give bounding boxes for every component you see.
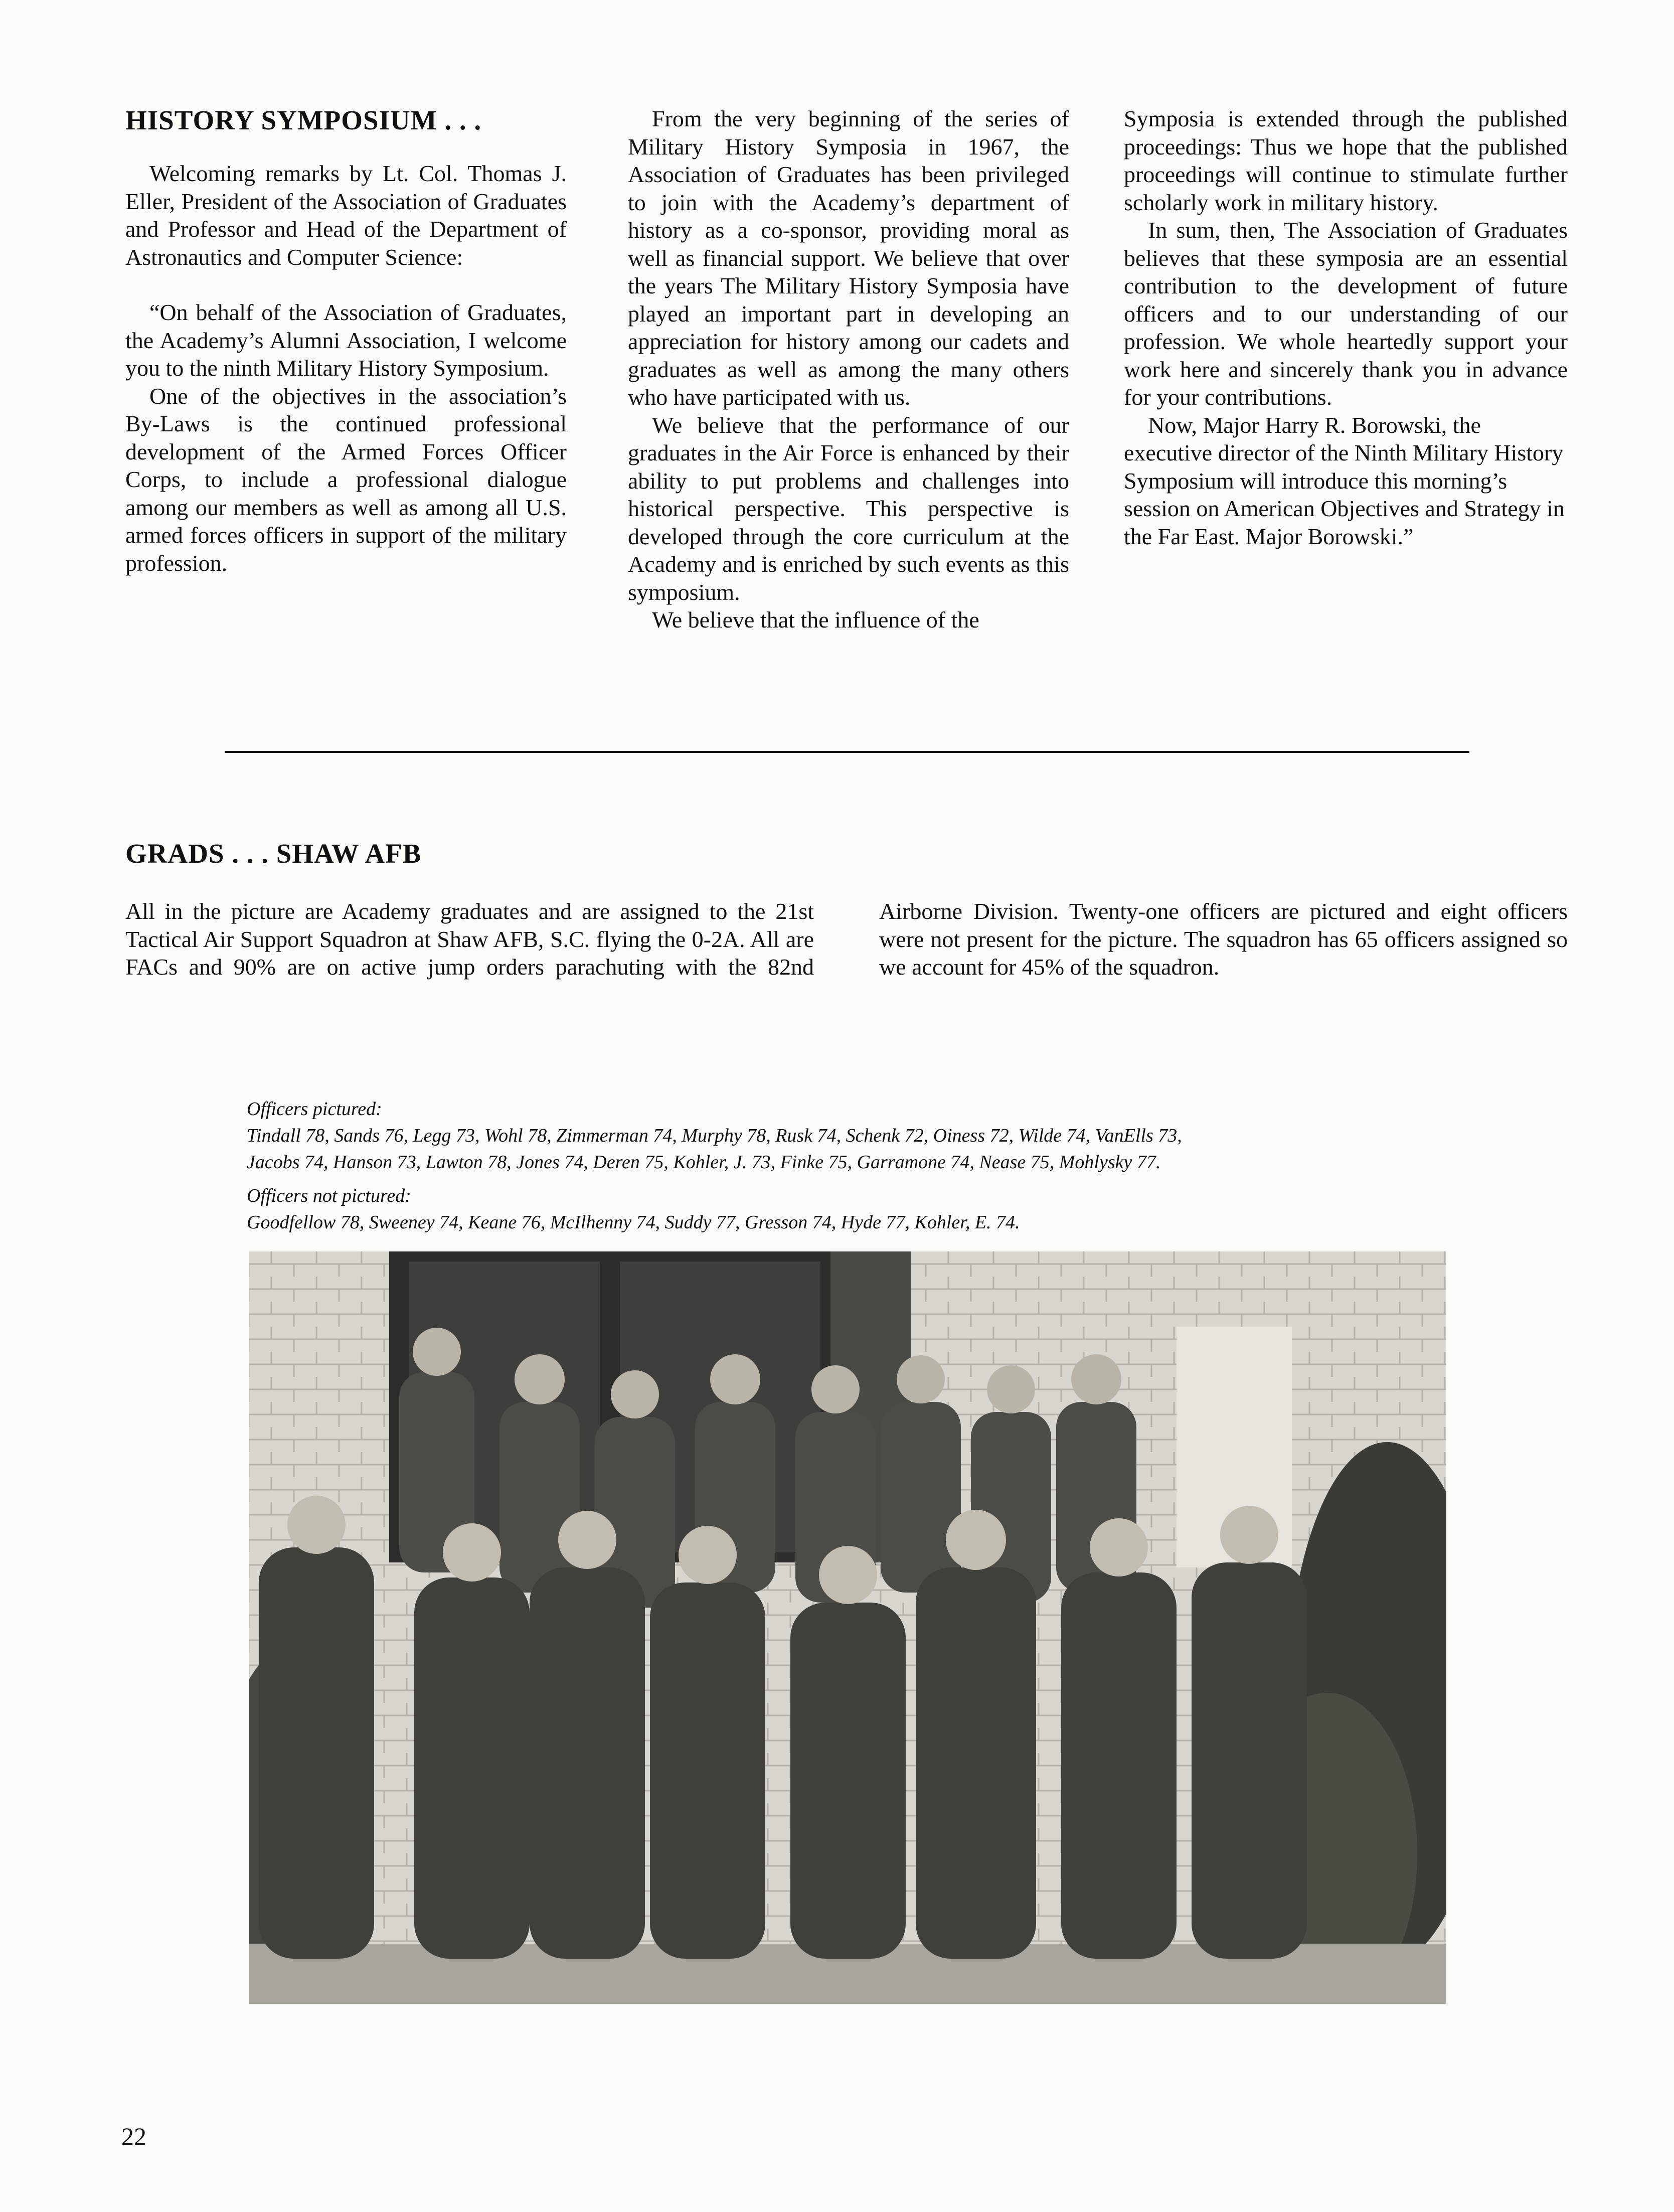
history-heading: HISTORY SYMPOSIUM . . . [125, 105, 482, 135]
history-paragraph: One of the objectives in the association’s By-Laws is the continued professional development of the Armed Forces Officer Corps, to include a professional dialogue among our members as well as among all U.S. armed forces officers in support of the military profession. [125, 383, 567, 576]
page-number: 22 [121, 2122, 146, 2150]
officers-pictured-names: Jacobs 74, Hanson 73, Lawton 78, Jones 74, Deren 75, Kohler, J. 73, Finke 75, Garramone 74, Nease 75, Mohlysky 77. [247, 1152, 1161, 1173]
history-column-3 [1124, 105, 1568, 550]
group-photo-illustration [249, 1251, 1446, 2004]
history-paragraph: We believe that the performance of our graduates in the Air Force is enhanced by their ability to put problems and challenges into historical perspective. This perspective is developed through the core curriculum at the Academy and is enriched by such events as this symposium. [628, 412, 1069, 605]
history-paragraph: “On behalf of the Association of Graduates, the Academy’s Alumni Association, I welcome you to the ninth Military History Symposium. [125, 299, 567, 381]
grads-heading: GRADS . . . SHAW AFB [125, 838, 422, 869]
photo-caption [247, 1096, 1460, 1236]
grads-body [125, 897, 1568, 981]
grads-paragraph: All in the picture are Academy graduates and are assigned to the 21st Tactical Air Support Squadron at Shaw AFB, S.C. flying the 0-2A. All are FACs and 90% are on active jump orders parachuting with the 82nd Airborne Division. Twenty-one officers are pictured and eight officers were not present for the picture. The squadron has 65 officers assigned so we account for 45% of the squadron. [125, 898, 1568, 980]
history-paragraph: Welcoming remarks by Lt. Col. Thomas J. Eller, President of the Association of Graduates and Professor and Head of the Department of Astronautics and Computer Science: [125, 161, 567, 270]
history-paragraph: Now, Major Harry R. Borowski, the executive director of the Ninth Military History Symposium will introduce this morning’s session on American Objectives and Strategy in the Far East. Major Borowski.” [1124, 412, 1565, 549]
history-paragraph: From the very beginning of the series of Military History Symposia in 1967, the Association of Graduates has been privileged to join with the Academy’s department of history as a co-sponsor, providing moral as well as financial support. We believe that over the years The Military History Symposia have played an important part in developing an appreciation for history among our cadets and graduates as well as among the many others who have participated with us. [628, 106, 1069, 410]
squadron-group-photo [249, 1251, 1446, 2004]
history-paragraph: In sum, then, The Association of Graduates believes that these symposia are an essential contribution to the development of future officers and to our understanding of our profession. We whole heartedly support your work here and sincerely thank you in advance for your contributions. [1124, 217, 1568, 410]
section-divider [225, 751, 1469, 753]
history-paragraph: We believe that the influence of the [652, 607, 979, 633]
officers-not-pictured-names: Goodfellow 78, Sweeney 74, Keane 76, McIlhenny 74, Suddy 77, Gresson 74, Hyde 77, Kohler, E. 74. [247, 1212, 1020, 1233]
officers-not-pictured-label: Officers not pictured: [247, 1185, 411, 1206]
officers-pictured-label: Officers pictured: [247, 1098, 382, 1120]
officers-pictured-names: Tindall 78, Sands 76, Legg 73, Wohl 78, Zimmerman 74, Murphy 78, Rusk 74, Schenk 72, Oiness 72, Wilde 74, VanElls 73, [247, 1125, 1182, 1146]
history-column-1 [125, 160, 567, 577]
history-column-2 [628, 105, 1069, 634]
history-paragraph: Symposia is extended through the published proceedings: Thus we hope that the published proceedings will continue to stimulate further scholarly work in military history. [1124, 106, 1568, 215]
